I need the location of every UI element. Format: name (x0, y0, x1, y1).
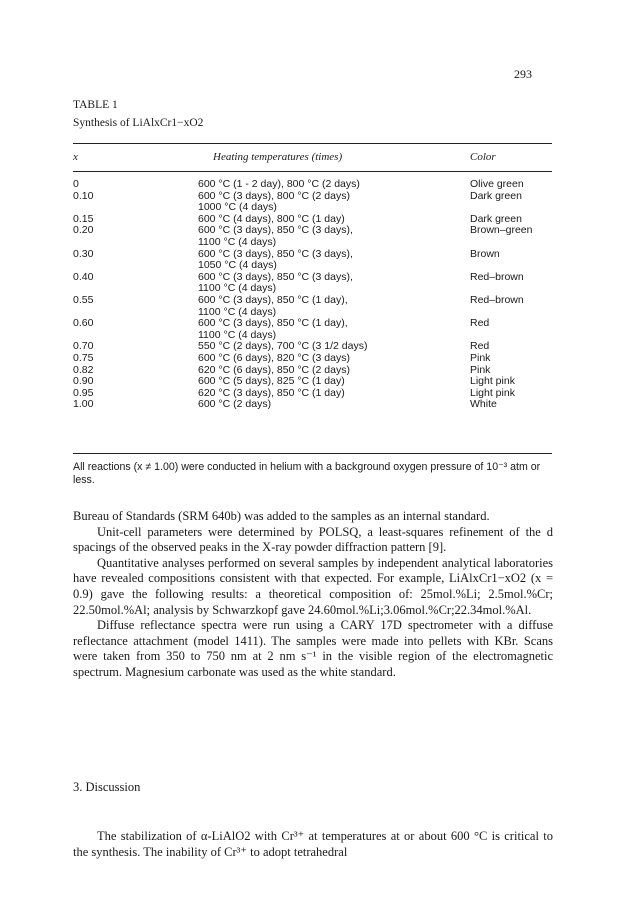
table-row (0, 191, 624, 203)
table-header (0, 151, 624, 165)
cell-heating: 1100 °C (4 days) (198, 282, 277, 295)
table-row (0, 260, 624, 272)
table-label: TABLE 1 (73, 99, 118, 111)
cell-heating: 600 °C (3 days), 800 °C (2 days) (198, 189, 350, 202)
header-x: x (73, 151, 78, 163)
cell-x: 0.60 (73, 317, 94, 330)
cell-color: Dark green (470, 212, 522, 225)
cell-x: 0.70 (73, 340, 94, 353)
cell-x: 1.00 (73, 398, 94, 411)
cell-x: 0.82 (73, 363, 94, 376)
cell-heating: 600 °C (3 days), 850 °C (3 days), (198, 247, 353, 260)
cell-color: Red–brown (470, 293, 524, 306)
cell-x: 0.10 (73, 189, 94, 202)
cell-color: Red (470, 340, 490, 353)
section-heading: 3. Discussion (73, 780, 141, 794)
cell-heating: 1050 °C (4 days) (198, 259, 277, 272)
cell-color: Pink (470, 351, 491, 364)
cell-color: Dark green (470, 189, 522, 202)
paragraph: Quantitative analyses performed on several samples by independent analytical laboratories have revealed compositions consistent with that expected. For example, LiAlxCr1−xO2 (x = 0.9) gave the following results: a theoretical composition of: 25mol.%Li; 2.5mol.%Cr; 22.50mol.%Al; analysis by Schwarzkopf gave 24.60mol.%Li;3.06mol.%Cr;22.34mol.%Al. (73, 555, 553, 617)
table-row (0, 249, 624, 261)
body-text (73, 509, 553, 681)
discussion-paragraph: The stabilization of α-LiAlO2 with Cr³⁺ at temperatures at or about 600 °C is critical to the synthesis. The inability of Cr³⁺ to adopt tetrahedral (73, 829, 553, 859)
cell-x: 0.75 (73, 351, 94, 364)
cell-heating: 620 °C (3 days), 850 °C (1 day) (198, 386, 345, 399)
table-caption: Synthesis of LiAlxCr1−xO2 (73, 117, 204, 129)
cell-heating: 600 °C (3 days), 850 °C (1 day), (198, 317, 348, 330)
cell-heating: 550 °C (2 days), 700 °C (3 1/2 days) (198, 340, 368, 353)
cell-x: 0 (73, 178, 79, 190)
table-footnote: All reactions (x ≠ 1.00) were conducted in helium with a background oxygen pressure of 10⁻³ atm or less. (73, 461, 541, 486)
table-row (0, 399, 624, 411)
table-header-rule (73, 171, 552, 172)
paragraph: Diffuse reflectance spectra were run using a CARY 17D spectrometer with a diffuse reflectance attachment (model 1411). The samples were made into pellets with KBr. Scans were taken from 350 to 750 nm at 2 nm s⁻¹ in the visible region of the electromagnetic spectrum. Magnesium carbonate was used as the white standard. (73, 618, 553, 679)
cell-color: Pink (470, 363, 491, 376)
cell-heating: 1100 °C (4 days) (198, 328, 277, 341)
cell-color: Light pink (470, 375, 515, 388)
cell-heating: 620 °C (6 days), 850 °C (2 days) (198, 363, 350, 376)
cell-color: White (470, 398, 497, 411)
cell-x: 0.55 (73, 293, 94, 306)
cell-color: Brown (470, 247, 500, 260)
table-row (0, 318, 624, 330)
cell-x: 0.90 (73, 375, 94, 388)
header-color: Color (470, 151, 496, 163)
table-bottom-rule (73, 453, 552, 454)
cell-heating: 1100 °C (4 days) (198, 305, 277, 318)
cell-color: Light pink (470, 386, 515, 399)
cell-color: Brown–green (470, 224, 533, 237)
cell-heating: 600 °C (4 days), 800 °C (1 day) (198, 212, 345, 225)
table-row (0, 272, 624, 284)
cell-heating: 600 °C (3 days), 850 °C (3 days), (198, 270, 353, 283)
page-number: 293 (514, 67, 532, 81)
cell-color: Red–brown (470, 270, 524, 283)
cell-x: 0.15 (73, 212, 94, 225)
cell-heating: 600 °C (3 days), 850 °C (1 day), (198, 293, 348, 306)
paragraph: Unit-cell parameters were determined by POLSQ, a least-squares refinement of the d spacings of the observed peaks in the X-ray powder diffraction pattern [9]. (73, 524, 553, 555)
cell-heating: 600 °C (1 - 2 day), 800 °C (2 days) (198, 178, 360, 190)
cell-heating: 600 °C (2 days) (198, 398, 272, 411)
cell-heating: 600 °C (5 days), 825 °C (1 day) (198, 375, 345, 388)
cell-x: 0.40 (73, 270, 94, 283)
cell-x: 0.20 (73, 224, 94, 237)
cell-heating: 1000 °C (4 days) (198, 201, 277, 214)
table-body (0, 179, 624, 411)
table-row (0, 237, 624, 249)
table-row (0, 353, 624, 365)
cell-x: 0.95 (73, 386, 94, 399)
table-top-rule (73, 143, 552, 144)
paragraph: Bureau of Standards (SRM 640b) was added to the samples as an internal standard. (73, 509, 490, 523)
cell-x: 0.30 (73, 247, 94, 260)
table-row (0, 388, 624, 400)
table-row (0, 179, 624, 191)
table-row (0, 295, 624, 307)
cell-heating: 1100 °C (4 days) (198, 235, 277, 248)
cell-heating: 600 °C (6 days), 820 °C (3 days) (198, 351, 350, 364)
cell-color: Red (470, 317, 490, 330)
cell-color: Olive green (470, 178, 524, 190)
table-row (0, 376, 624, 388)
cell-heating: 600 °C (3 days), 850 °C (3 days), (198, 224, 353, 237)
header-heating: Heating temperatures (times) (213, 151, 343, 163)
table-row (0, 225, 624, 237)
